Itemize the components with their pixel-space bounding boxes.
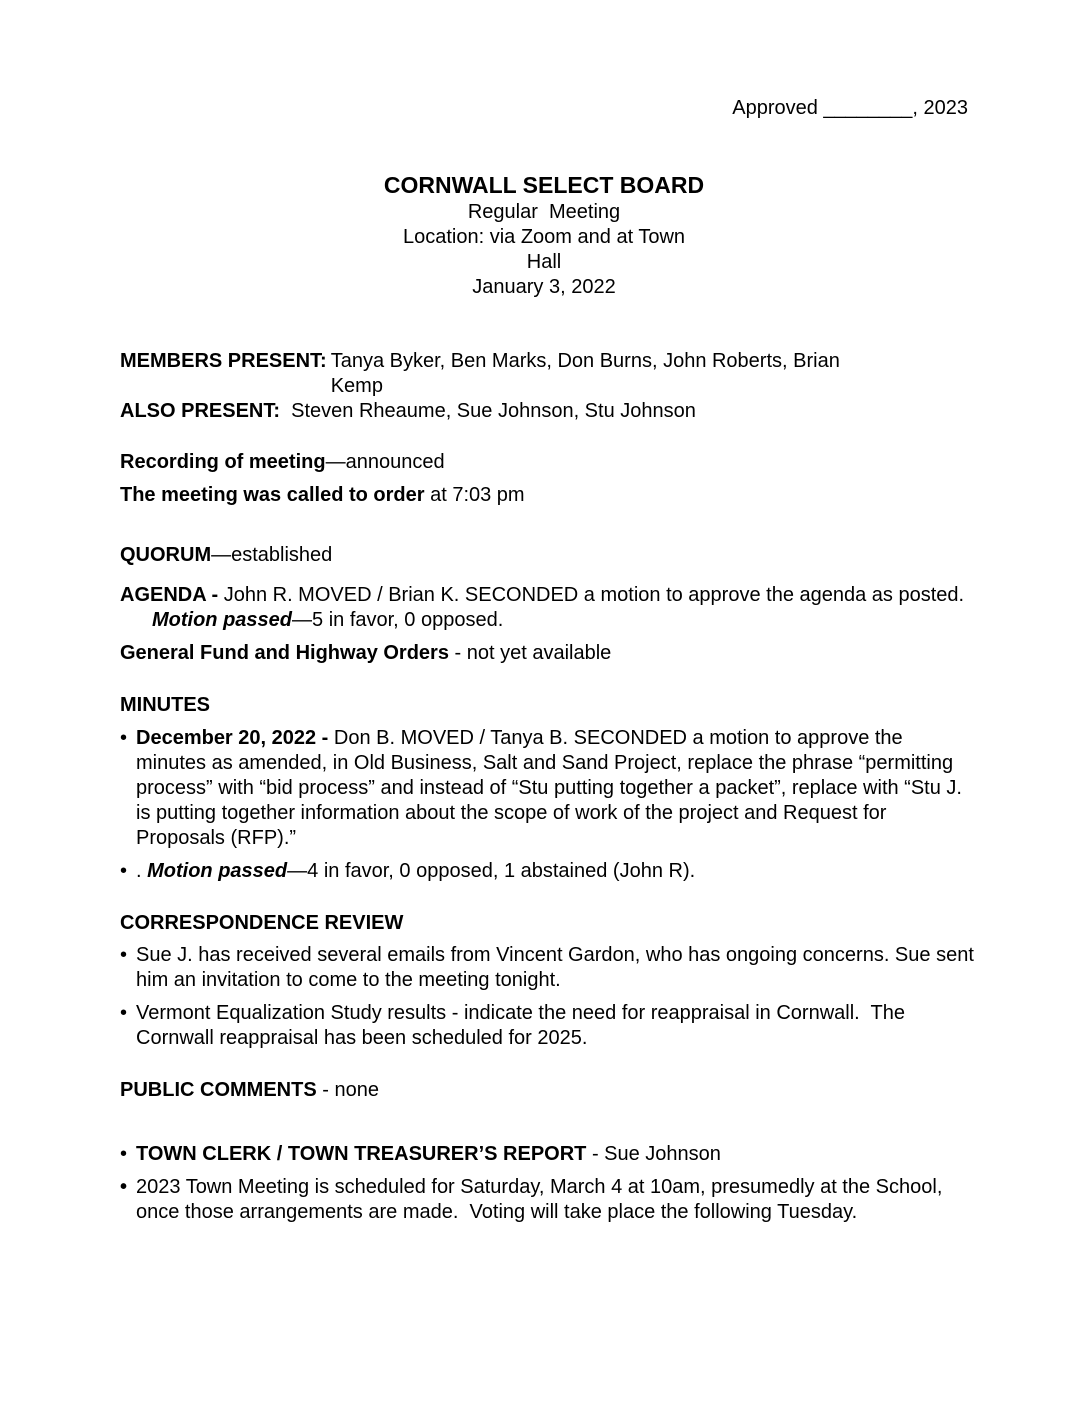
call-to-order-line [120,483,976,508]
correspondence-item [120,1001,976,1051]
minutes-item-1-label: December 20, 2022 - [136,727,334,749]
agenda-text: John R. MOVED / Brian K. SECONDED a motion to approve the agenda as posted. [223,584,965,606]
location-line-2: Hall [526,251,562,273]
quorum-text: —established [211,544,333,566]
bullet-marker: • [120,944,128,966]
clerk-report-item-text: 2023 Town Meeting is scheduled for Saturday, March 4 at 10am, presumedly at the School, once those arrangements are made. Voting will take place the following Tuesday. [136,1176,948,1223]
clerk-report-heading [120,1142,976,1167]
correspondence-heading: CORRESPONDENCE REVIEW [120,912,404,934]
recording-label: Recording of meeting [120,451,326,473]
minutes-item-1 [120,726,976,851]
bullet-marker: • [120,860,128,882]
also-present [120,399,976,424]
agenda-motion: Motion passed [152,609,293,631]
agenda-paragraph [120,583,976,633]
correspondence-item-text: Vermont Equalization Study results - indicate the need for reappraisal in Cornwall. The Cornwall reappraisal has been scheduled for 2025. [136,1002,911,1049]
agenda-result: —5 in favor, 0 opposed. [292,609,504,631]
location-line-1: Location: via Zoom and at Town [402,226,686,248]
approval-line: Approved ________, 2023 [732,97,968,119]
also-label: ALSO PRESENT: [120,400,281,422]
correspondence-item-text: Sue J. has received several emails from Vincent Gardon, who has ongoing concerns. Sue sent him an invitation to come to the meeting tonight. [136,944,974,991]
minutes-item-2-result: —4 in favor, 0 opposed, 1 abstained (John R). [287,860,696,882]
public-comments-text: - none [316,1079,379,1101]
bullet-marker: • [120,1143,128,1165]
minutes-item-2 [120,859,976,884]
board-title: CORNWALL SELECT BOARD [383,172,705,198]
minutes-item-1-text: Don B. MOVED / Tanya B. SECONDED a motion to approve the minutes as amended, in Old Business, Salt and Sand Project, replace the phrase “permitting process” with “bid process” and instead of “Stu putting together a packet”, replace with “Stu J. is putting together information about the scope of work of the project and Request for Proposals (RFP).” [136,727,962,849]
minutes-heading: MINUTES [120,694,210,716]
meeting-date: January 3, 2022 [472,276,616,298]
minutes-body [120,349,976,1225]
clerk-report-label: TOWN CLERK / TOWN TREASURER’S REPORT [136,1143,587,1165]
recording-line [120,450,976,475]
call-to-order-text: at 7:03 pm [424,484,525,506]
members-label: MEMBERS PRESENT: [120,350,327,372]
minutes-item-2-motion: Motion passed [147,860,288,882]
orders-label: General Fund and Highway Orders [120,642,449,664]
bullet-marker: • [120,1002,128,1024]
call-to-order-label: The meeting was called to order [120,484,425,506]
members-present [120,349,976,399]
recording-text: —announced [325,451,445,473]
meeting-type: Regular Meeting [467,201,621,223]
also-names: Steven Rheaume, Sue Johnson, Stu Johnson [291,400,696,422]
quorum-line [120,543,976,568]
minutes-item-2-prefix: . [136,860,148,882]
quorum-label: QUORUM [120,544,212,566]
clerk-report-item [120,1175,976,1225]
bullet-marker: • [120,1176,128,1198]
bullet-marker: • [120,727,128,749]
orders-text: - not yet available [448,642,612,664]
members-names: Tanya Byker, Ben Marks, Don Burns, John Roberts, Brian Kemp [330,350,840,397]
clerk-report-text: - Sue Johnson [586,1143,721,1165]
orders-line [120,641,976,666]
public-comments-label: PUBLIC COMMENTS [120,1079,317,1101]
public-comments-line [120,1078,976,1103]
title-block [344,170,744,300]
correspondence-item [120,943,976,993]
agenda-label: AGENDA - [120,584,224,606]
